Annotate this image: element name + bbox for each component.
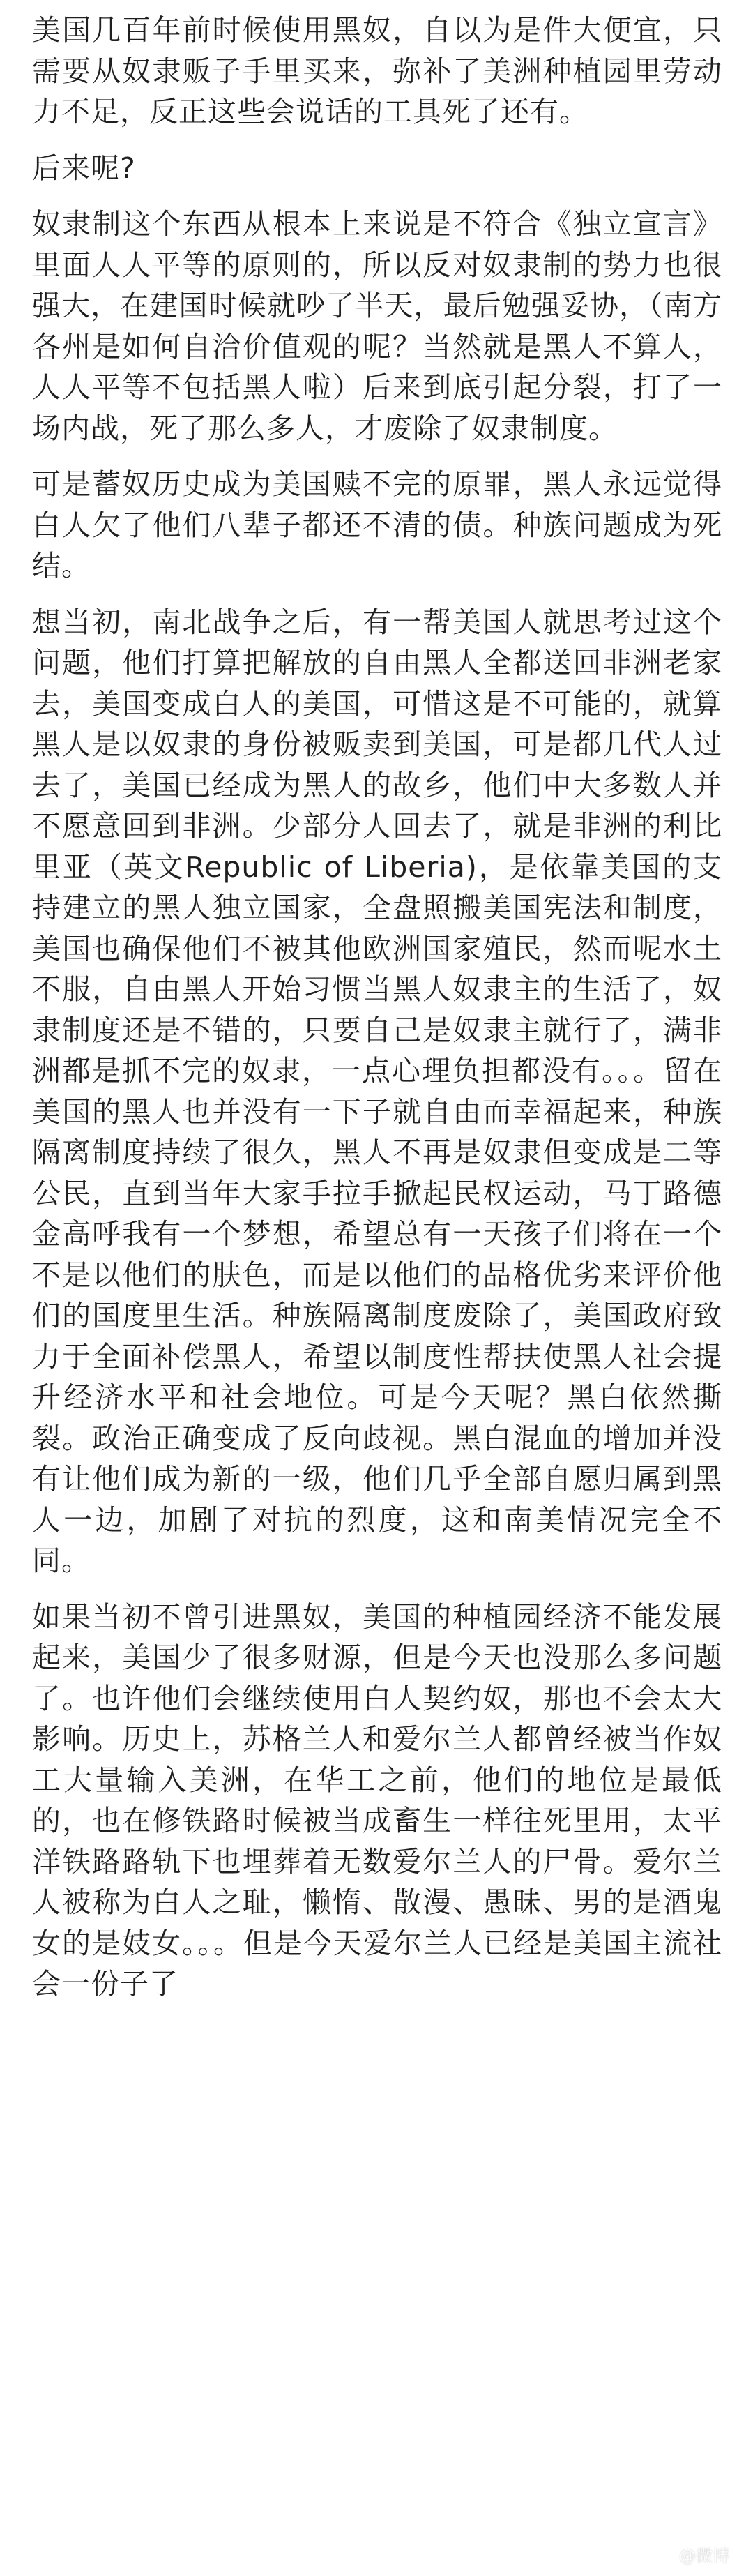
paragraph-2: 后来呢? bbox=[32, 151, 136, 185]
watermark-text: @微博 bbox=[679, 2546, 729, 2566]
paragraph-3: 奴隶制这个东西从根本上来说是不符合《独立宣言》里面人人平等的原则的，所以反对奴隶制的势力也很强大，在建国时候就吵了半天，最后勉强妥协，（南方各州是如何自洽价值观的呢？当然就是黑人不算人，人人平等不包括黑人啦）后来到底引起分裂，打了一场内战，死了那么多人，才废除了奴隶制度。 bbox=[32, 207, 722, 445]
paragraph-4: 可是蓄奴历史成为美国赎不完的原罪，黑人永远觉得白人欠了他们八辈子都还不清的债。种族问题成为死结。 bbox=[32, 467, 722, 582]
paragraph-1: 美国几百年前时候使用黑奴，自以为是件大便宜，只需要从奴隶贩子手里买来，弥补了美洲种植园里劳动力不足，反正这些会说话的工具死了还有。 bbox=[32, 13, 722, 128]
paragraph-5: 想当初，南北战争之后，有一帮美国人就思考过这个问题，他们打算把解放的自由黑人全都送回非洲老家去，美国变成白人的美国，可惜这是不可能的，就算黑人是以奴隶的身份被贩卖到美国，可是都几代人过去了，美国已经成为黑人的故乡，他们中大多数人并不愿意回到非洲。少部分人回去了，就是非洲的利比里亚（英文Republic of Liberia)，是依靠美国的支持建立的黑人独立国家，全盘照搬美国宪法和制度，美国也确保他们不被其他欧洲国家殖民，然而呢水土不服，自由黑人开始习惯当黑人奴隶主的生活了，奴隶制度还是不错的，只要自己是奴隶主就行了，满非洲都是抓不完的奴隶，一点心理负担都没有。。。留在美国的黑人也并没有一下子就自由而幸福起来，种族隔离制度持续了很久，黑人不再是奴隶但变成是二等公民，直到当年大家手拉手掀起民权运动，马丁路德金高呼我有一个梦想，希望总有一天孩子们将在一个不是以他们的肤色，而是以他们的品格优劣来评价他们的国度里生活。种族隔离制度废除了，美国政府致力于全面补偿黑人，希望以制度性帮扶使黑人社会提升经济水平和社会地位。可是今天呢？黑白依然撕裂。政治正确变成了反向歧视。黑白混血的增加并没有让他们成为新的一级，他们几乎全部自愿归属到黑人一边，加剧了对抗的烈度，这和南美情况完全不同。 bbox=[32, 605, 722, 1577]
article-body bbox=[32, 10, 722, 2020]
paragraph-6: 如果当初不曾引进黑奴，美国的种植园经济不能发展起来，美国少了很多财源，但是今天也没那么多问题了。也许他们会继续使用白人契约奴，那也不会太大影响。历史上，苏格兰人和爱尔兰人都曾经被当作奴工大量输入美洲，在华工之前，他们的地位是最低的，也在修铁路时候被当成畜生一样往死里用，太平洋铁路路轨下也埋葬着无数爱尔兰人的尸骨。爱尔兰人被称为白人之耻，懒惰、散漫、愚昧、男的是酒鬼女的是妓女。。。但是今天爱尔兰人已经是美国主流社会一份子了 bbox=[32, 1599, 722, 2001]
